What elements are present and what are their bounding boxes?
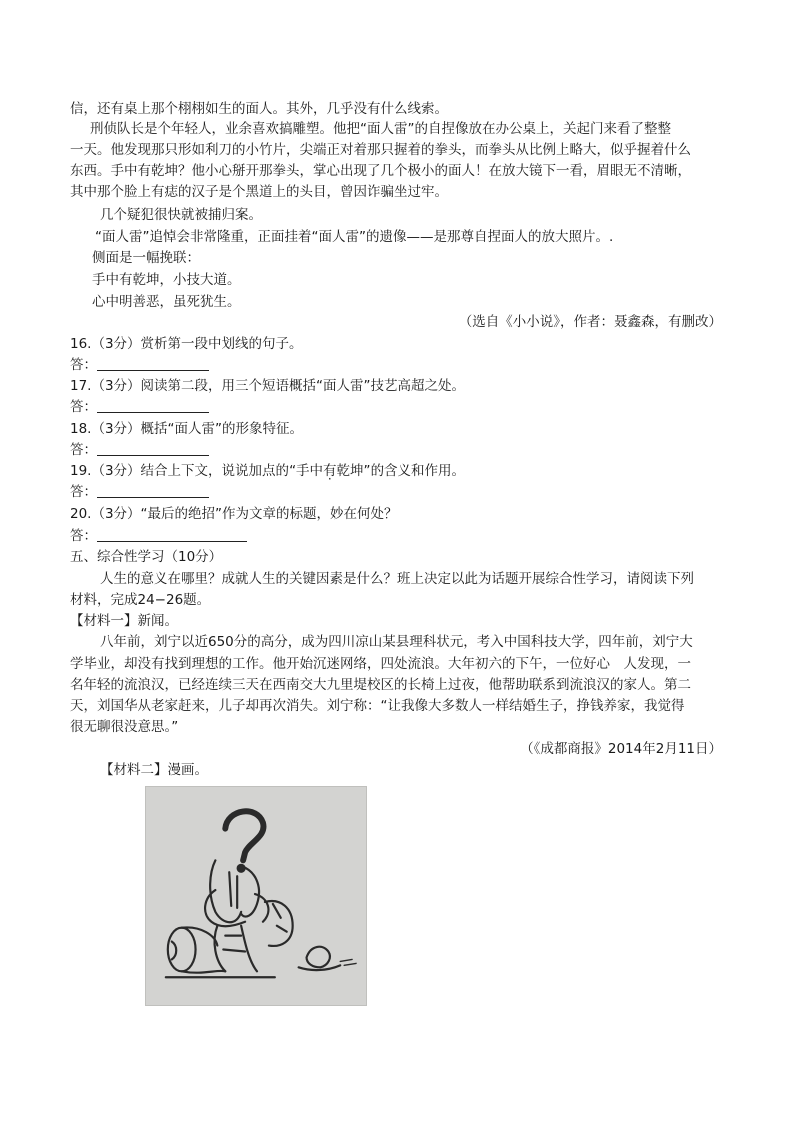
story-line: 东西。手中有乾坤？他小心掰开那拳头，掌心出现了几个极小的面人！在放大镜下一看，眉眼无不清晰，	[70, 163, 691, 179]
answer-line-18[interactable]	[70, 440, 209, 460]
intro-line: 人生的意义在哪里？成就人生的关键因素是什么？班上决定以此为话题开展综合性学习，请阅读下列	[100, 571, 694, 587]
answer-blank[interactable]	[97, 356, 209, 371]
news-source: （《成都商报》2014年2月11日）	[520, 741, 722, 757]
question-18: 18.（3分）概括“面人雷”的形象特征。	[70, 421, 304, 437]
answer-blank[interactable]	[97, 398, 209, 413]
answer-line-17[interactable]	[70, 397, 209, 417]
story-line: 刑侦队长是个年轻人，业余喜欢搞雕塑。他把“面人雷”的自捏像放在办公桌上，关起门来看了整整	[90, 121, 671, 137]
answer-label: 答：	[70, 484, 97, 500]
question-19-text: 19.（3分）结合上下文，说说加点的	[70, 463, 290, 479]
answer-blank[interactable]	[97, 527, 247, 542]
question-19-text-end: 的含义和作用。	[370, 463, 466, 479]
story-line: 几个疑犯很快就被捕归案。	[100, 207, 262, 223]
question-19	[70, 461, 465, 481]
answer-line-19[interactable]	[70, 482, 209, 502]
news-line: 名年轻的流浪汉，已经连续三天在西南交大九里堤校区的长椅上过夜，他帮助联系到流浪汉的家人。第二	[70, 677, 691, 693]
couplet-line: 心中明善恶，虽死犹生。	[92, 294, 241, 310]
story-line: 一天。他发现那只形如利刀的小竹片，尖端正对着那只握着的拳头，而拳头从比例上略大，似乎握着什么	[70, 142, 691, 158]
question-16: 16.（3分）赏析第一段中划线的句子。	[70, 336, 303, 352]
answer-line-16[interactable]	[70, 355, 209, 375]
dotted-phrase: “手中有乾坤” ·	[289, 463, 371, 479]
story-line: “面人雷”追悼会非常隆重，正面挂着“面人雷”的遗像——是那尊自捏面人的放大照片。.	[95, 229, 614, 245]
section-heading: 五、综合性学习（10分）	[70, 549, 223, 565]
story-source: （选自《小小说》，作者：聂鑫森，有删改）	[458, 314, 722, 330]
news-line: 八年前，刘宁以近650分的高分，成为四川凉山某县理科状元，考入中国科技大学，四年前，刘宁大	[100, 634, 693, 650]
cartoon-image	[145, 786, 367, 1006]
question-17: 17.（3分）阅读第二段，用三个短语概括“面人雷”技艺高超之处。	[70, 378, 466, 394]
news-line: 天，刘国华从老家赶来，儿子却再次消失。刘宁称：“让我像大多数人一样结婚生子，挣钱养家，我觉得	[70, 698, 685, 714]
news-line: 学毕业，却没有找到理想的工作。他开始沉迷网络，四处流浪。大年初六的下午，一位好心 人发现，一	[70, 656, 691, 672]
answer-blank[interactable]	[97, 483, 209, 498]
answer-label: 答：	[70, 528, 97, 544]
intro-line: 材料，完成24−26题。	[70, 592, 211, 608]
cartoon-drawing	[146, 787, 366, 1005]
story-line: 侧面是一幅挽联：	[92, 250, 200, 266]
material1-label: 【材料一】新闻。	[70, 613, 178, 629]
material2-label: 【材料二】漫画。	[100, 762, 208, 778]
answer-label: 答：	[70, 357, 97, 373]
question-20: 20.（3分）“最后的绝招”作为文章的标题，妙在何处？	[70, 506, 398, 522]
news-line: 很无聊很没意思。”	[70, 719, 179, 735]
answer-line-20[interactable]	[70, 526, 247, 546]
couplet-line: 手中有乾坤，小技大道。	[92, 272, 241, 288]
story-line: 其中那个脸上有痣的汉子是个黑道上的头目，曾因诈骗坐过牢。	[70, 184, 448, 200]
story-line: 信，还有桌上那个栩栩如生的面人。其外，几乎没有什么线索。	[70, 101, 448, 117]
answer-blank[interactable]	[97, 441, 209, 456]
answer-label: 答：	[70, 442, 97, 458]
answer-label: 答：	[70, 399, 97, 415]
